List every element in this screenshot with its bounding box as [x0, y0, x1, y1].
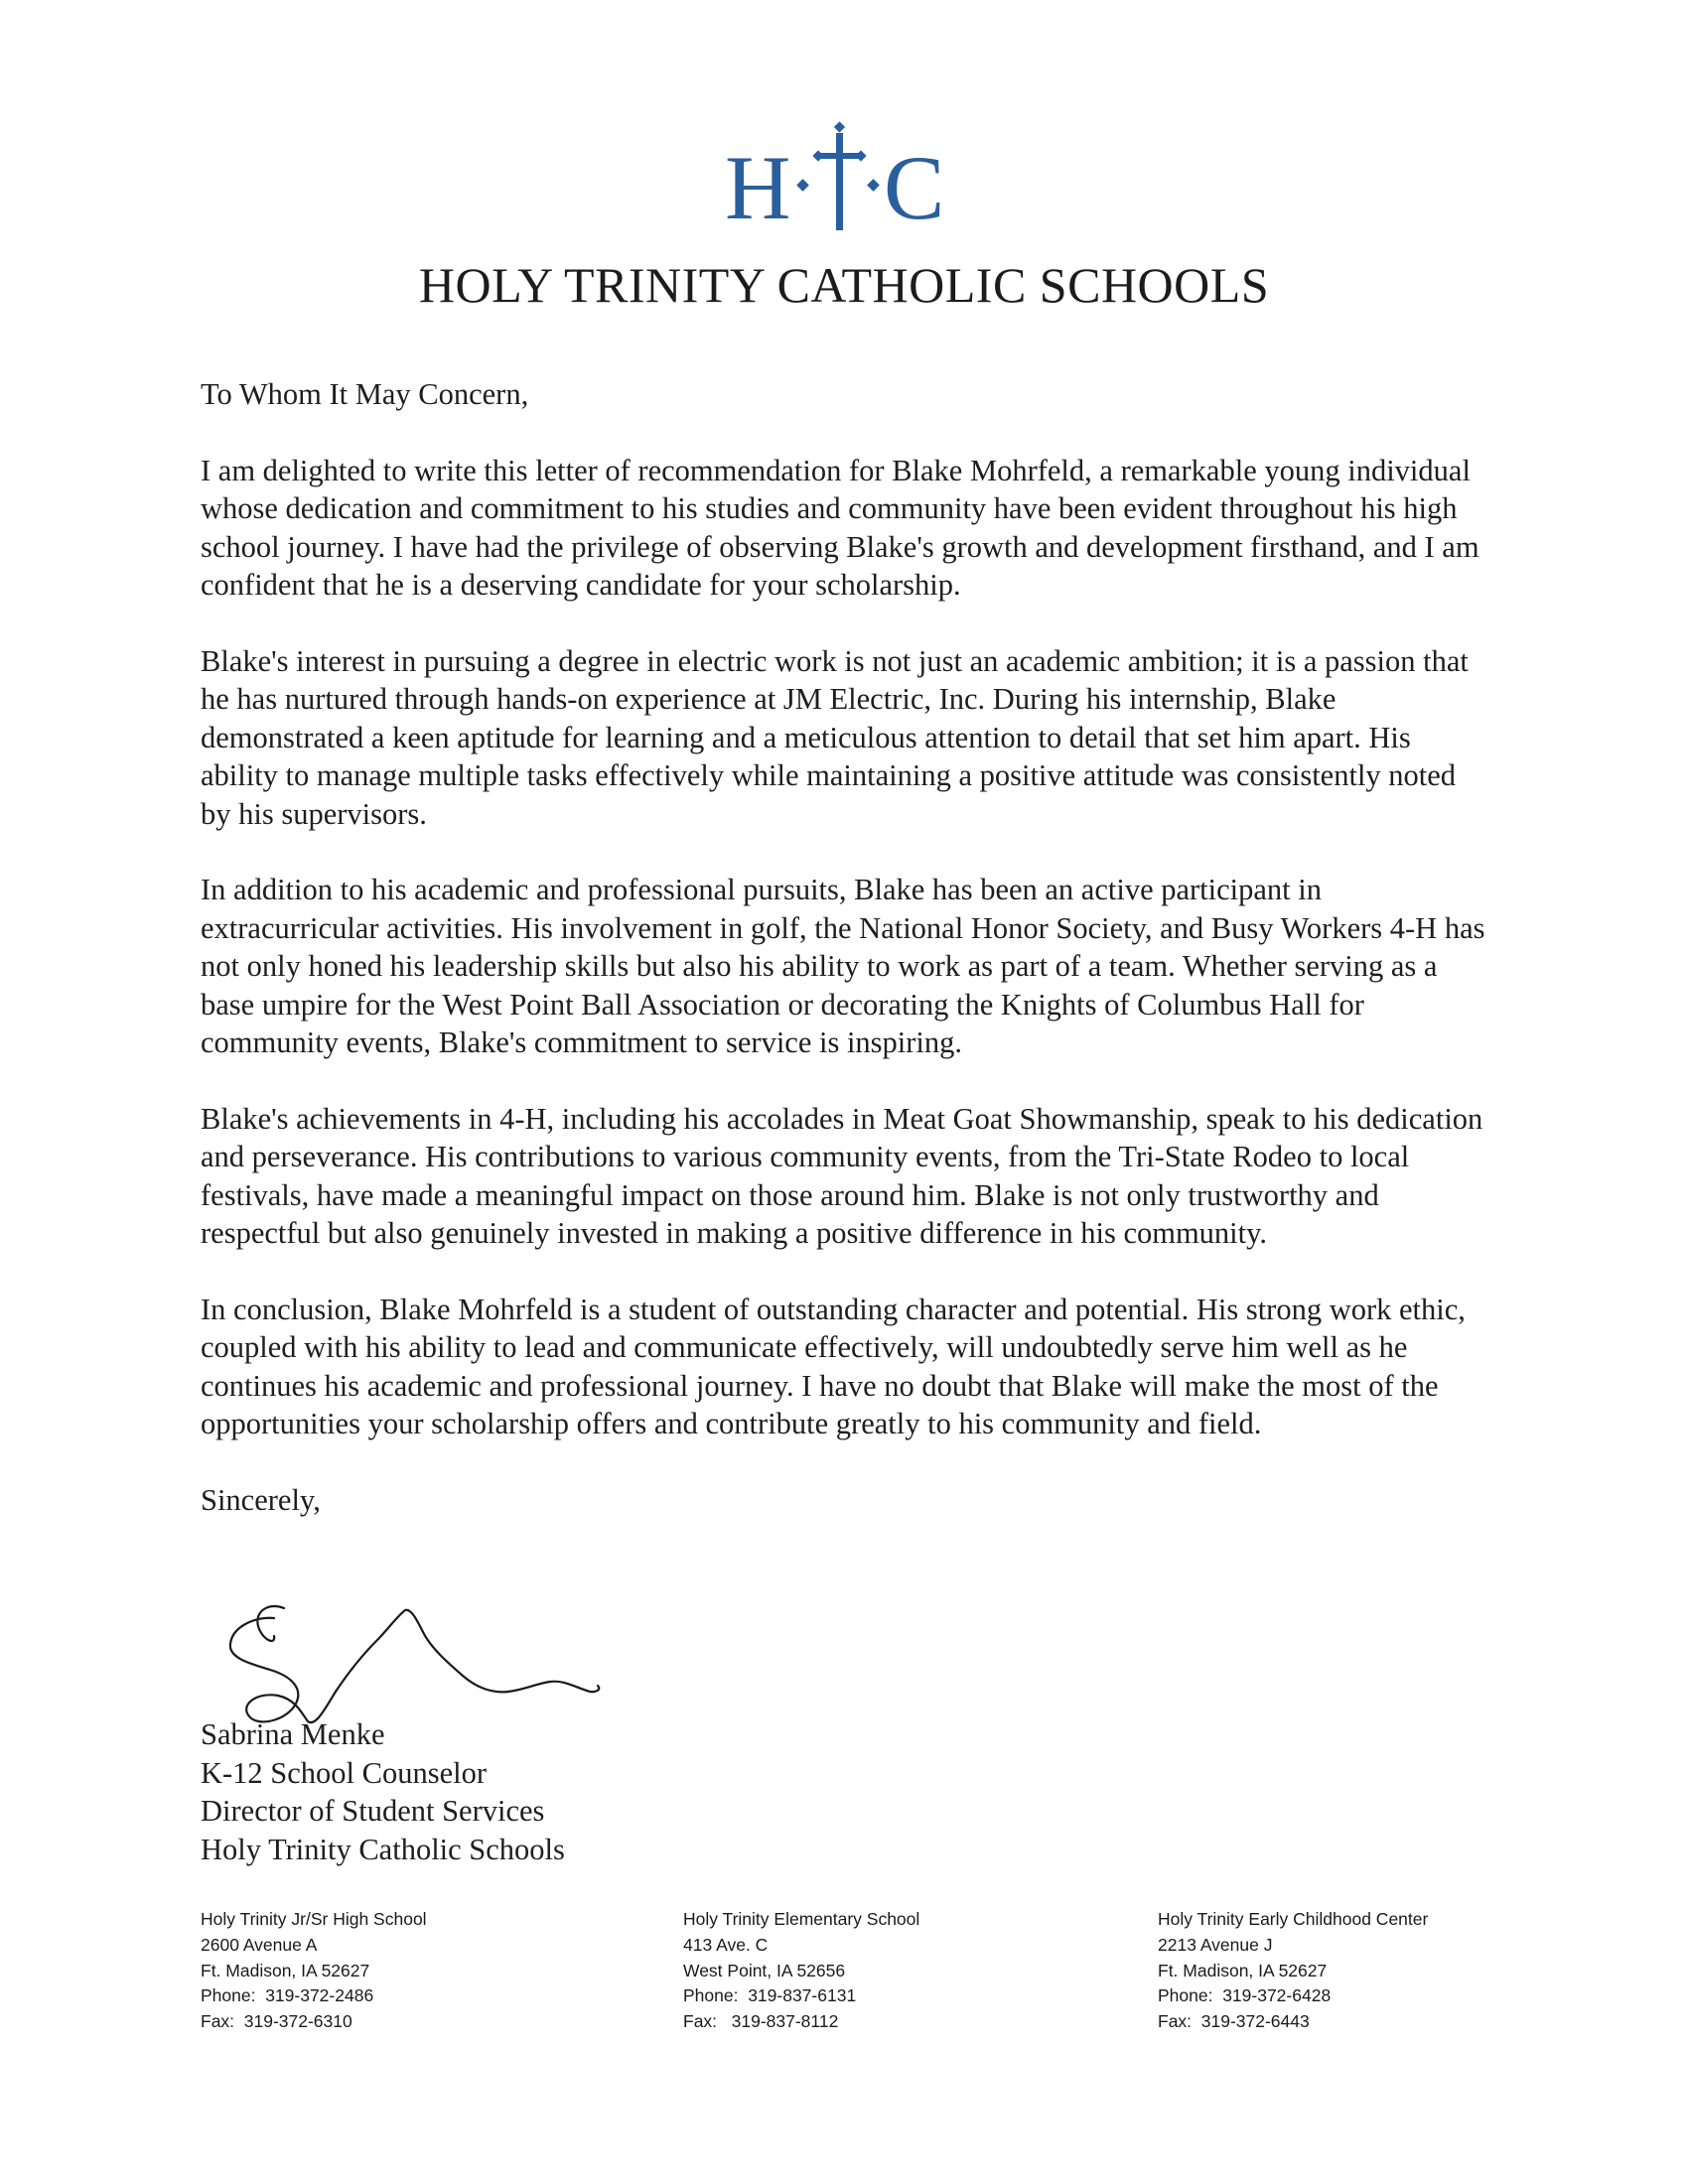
location-phone: Phone: 319-372-2486 [201, 1985, 374, 2006]
footer-location-early-childhood [1158, 1907, 1428, 2035]
svg-text:H: H [725, 137, 791, 238]
location-street: 413 Ave. C [683, 1934, 769, 1955]
paragraph-intro: I am delighted to write this letter of recommendation for Blake Mohrfeld, a remarkable young individual whose dedication and commitment to his studies and community have been evident throughout his high school journey. I have had the privilege of observing Blake's growth and development firsthand, and I am confident that he is a deserving candidate for your scholarship. [201, 453, 1479, 602]
signer-organization: Holy Trinity Catholic Schools [201, 1832, 565, 1866]
footer-location-elementary [683, 1907, 919, 2035]
location-street: 2213 Avenue J [1158, 1934, 1273, 1955]
letter-body [201, 375, 1491, 1519]
signer-block [201, 1715, 565, 1868]
location-name: Holy Trinity Elementary School [683, 1909, 920, 1929]
handwritten-signature [226, 1596, 703, 1735]
location-fax: Fax: 319-372-6443 [1158, 2011, 1310, 2032]
svg-text:C: C [884, 137, 945, 238]
paragraph-4h-achievements: Blake's achievements in 4-H, including his accolades in Meat Goat Showmanship, speak to his dedication and perseverance. His contributions to various community events, from the Tri-State Rodeo to local festivals, have made a meaningful impact on those around him. Blake is not only trustworthy and respectful but also genuinely invested in making a positive difference in his community. [201, 1101, 1483, 1250]
paragraph-conclusion: In conclusion, Blake Mohrfeld is a student of outstanding character and potential. His strong work ethic, coupled with his ability to lead and communicate effectively, will undoubtedly serve him well as he continues his academic and professional journey. I have no doubt that Blake will make the most of the opportunities your scholarship offers and contribute greatly to his community and field. [201, 1292, 1466, 1440]
closing: Sincerely, [201, 1482, 321, 1517]
signer-title-counselor: K-12 School Counselor [201, 1755, 488, 1790]
location-city: Ft. Madison, IA 52627 [201, 1960, 370, 1980]
location-phone: Phone: 319-837-6131 [683, 1985, 857, 2006]
location-name: Holy Trinity Early Childhood Center [1158, 1909, 1429, 1929]
signer-name: Sabrina Menke [201, 1717, 385, 1751]
location-city: West Point, IA 52656 [683, 1960, 846, 1980]
location-fax: Fax: 319-837-8112 [683, 2011, 839, 2032]
paragraph-electric-work: Blake's interest in pursuing a degree in electric work is not just an academic ambition; it is a passion that he has nurtured through hands-on experience at JM Electric, Inc. During his internship, Blake demonstrated a keen aptitude for learning and a meticulous attention to detail that set him apart. His ability to manage multiple tasks effectively while maintaining a positive attitude was consistently noted by his supervisors. [201, 643, 1469, 831]
location-name: Holy Trinity Jr/Sr High School [201, 1909, 427, 1929]
signer-title-director: Director of Student Services [201, 1794, 545, 1828]
salutation: To Whom It May Concern, [201, 377, 529, 411]
location-city: Ft. Madison, IA 52627 [1158, 1960, 1328, 1980]
school-name: HOLY TRINITY CATHOLIC SCHOOLS [418, 257, 1270, 313]
school-logo [715, 119, 973, 238]
location-street: 2600 Avenue A [201, 1934, 318, 1955]
footer-location-high-school [201, 1907, 427, 2035]
paragraph-extracurricular: In addition to his academic and professional pursuits, Blake has been an active participant in extracurricular activities. His involvement in golf, the National Honor Society, and Busy Workers 4-H has not only honed his leadership skills but also his ability to work as part of a team. Whether serving as a base umpire for the West Point Ball Association or decorating the Knights of Columbus Hall for community events, Blake's commitment to service is inspiring. [201, 873, 1485, 1059]
location-fax: Fax: 319-372-6310 [201, 2011, 352, 2032]
location-phone: Phone: 319-372-6428 [1158, 1985, 1332, 2006]
